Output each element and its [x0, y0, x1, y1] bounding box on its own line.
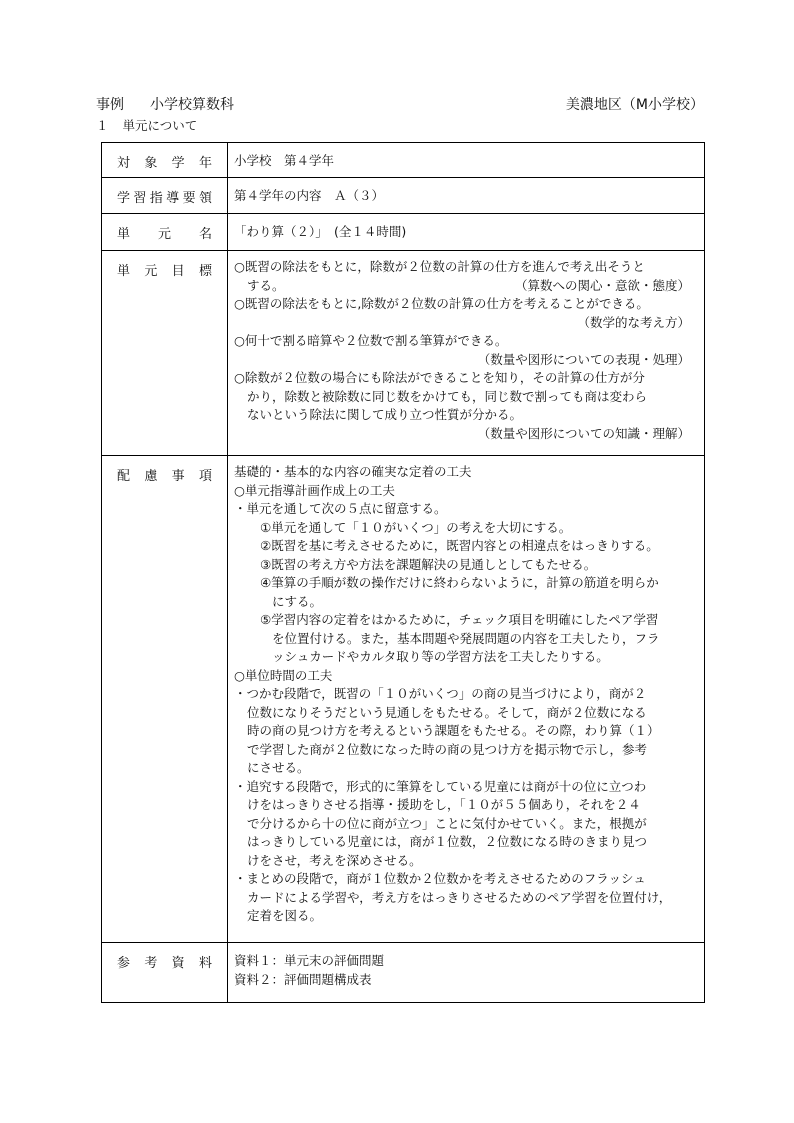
consideration-line: ・つかむ段階で，既習の「１０がいくつ」の商の見当づけにより，商が２ [234, 686, 647, 701]
considerations-cell [228, 456, 705, 943]
consideration-line: 定着を図る。 [247, 908, 323, 923]
consideration-line: 時の商の見つけ方を考えるという課題をもたせる。その際，わり算（１） [247, 723, 660, 738]
goal-line: ○何十で割る暗算や２位数で割る筆算ができる。 [234, 333, 508, 348]
row-value: 小学校 第４学年 [228, 143, 705, 178]
label-char: 項 [198, 469, 212, 484]
consideration-line: で学習した商が２位数になった時の商の見つけ方を掲示物で示し，参考 [247, 741, 648, 757]
consideration-line: にする。 [272, 593, 323, 609]
label-char: 元 [157, 227, 171, 242]
goal-line: ○除数が２位数の場合にも除法ができることを知り，その計算の仕方が分 [234, 370, 645, 385]
row-unit-goals [102, 251, 705, 456]
section-heading [96, 116, 197, 134]
consideration-line: で分けるから十の位に商が立つ」ことに気付かせていく。また，根拠が [247, 815, 647, 831]
row-considerations [102, 456, 705, 943]
subject-title: 小学校算数科 [150, 97, 234, 113]
label-char: 指 [149, 191, 163, 206]
consideration-line: ②既習を基に考えさせるために，既習内容との相違点をはっきりする。 [260, 538, 659, 553]
label-char: 標 [198, 264, 212, 279]
consideration-line: ・追究する段階で，形式的に筆算をしている児童には商が十の位に立つわ [234, 778, 647, 794]
consideration-line: 基礎的・基本的な内容の確実な定着の工夫 [234, 464, 472, 479]
consideration-line: を位置付ける。また，基本問題や発展問題の内容を工夫したり，フラ [272, 630, 660, 646]
row-label [117, 260, 212, 279]
label-char: 元 [144, 264, 158, 279]
row-guideline [102, 178, 705, 214]
section-number: １ [96, 118, 109, 133]
section-title: 単元について [122, 118, 198, 133]
label-char: 料 [198, 956, 212, 971]
unit-table [101, 142, 705, 1003]
goal-aspect: （数学的な考え方） [577, 314, 690, 330]
consideration-line: ○単元指導計画作成上の工夫 [234, 482, 395, 498]
label-char: 単 [117, 264, 131, 279]
consideration-line: カードによる学習や，考え方をはっきりさせるためのペア学習を位置付け， [247, 889, 672, 905]
goal-line: ○既習の除法をもとに，除数が２位数の計算の仕方を進んで考え出そうと [234, 259, 645, 274]
row-label [117, 952, 212, 971]
consideration-line: ○単位時間の工夫 [234, 667, 333, 683]
region-label: 美濃地区（M小学校） [565, 97, 704, 113]
label-char: 対 [117, 156, 131, 171]
row-references [102, 943, 705, 1003]
label-char: 考 [144, 956, 158, 971]
consideration-line: 位数になりそうだという見通しをもたせる。そして，商が２位数になる [247, 704, 647, 720]
label-char: 年 [198, 156, 212, 171]
label-char: 要 [182, 191, 196, 206]
reference-item: 資料１：単元末の評価問題 [234, 953, 385, 968]
consideration-line: ③既習の考え方や方法を課題解決の見通しとしてもたせる。 [260, 556, 597, 572]
label-char: 事 [171, 469, 185, 484]
label-char: 学 [171, 156, 185, 171]
consideration-line: けをはっきりさせる指導・援助をし，「１０が５５個あり，それを２４ [247, 797, 641, 812]
label-char: 単 [117, 227, 131, 242]
label-char: 領 [198, 191, 212, 206]
case-label: 事例 [96, 97, 124, 113]
row-unit-name [102, 214, 705, 251]
row-label [117, 223, 212, 242]
goal-aspect: （数量や図形についての知識・理解） [477, 425, 690, 441]
row-label [117, 187, 212, 206]
row-label [117, 465, 212, 484]
label-char: 目 [171, 264, 185, 279]
document-header [96, 94, 234, 114]
label-char: 資 [171, 956, 185, 971]
goals-cell [228, 251, 705, 456]
row-value: 「わり算（２）」 (全１４時間) [228, 214, 705, 251]
label-char: 名 [198, 227, 212, 242]
consideration-line: ッシュカードやカルタ取り等の学習方法を工夫したりする。 [272, 649, 609, 664]
row-target-grade [102, 143, 705, 178]
references-cell [228, 943, 705, 1003]
row-label [117, 152, 212, 171]
consideration-line: ①単元を通して「１０がいくつ」の考えを大切にする。 [260, 519, 572, 535]
label-char: 学 [117, 191, 131, 206]
goal-line: ○既習の除法をもとに,除数が２位数の計算の仕方を考えることができる。 [234, 296, 649, 311]
consideration-line: ・単元を通して次の５点に留意する。 [234, 501, 447, 516]
consideration-line: はっきりしている児童には，商が１位数，２位数になる時のきまり見つ [247, 834, 648, 849]
label-char: 慮 [144, 469, 158, 484]
consideration-line: ・まとめの段階で，商が１位数か２位数かを考えさせるためのフラッシュ [234, 871, 646, 886]
consideration-line: にさせる。 [247, 760, 310, 775]
consideration-line: ⑤学習内容の定着をはかるために，チェック項目を明確にしたペア学習 [260, 612, 659, 627]
goal-aspect: （数量や図形についての表現・処理） [477, 351, 690, 367]
reference-item: 資料２：評価問題構成表 [234, 971, 372, 987]
goal-line: する。 [247, 277, 285, 293]
goal-line: ないという除法に関して成り立つ性質が分かる。 [247, 407, 523, 422]
label-char: 参 [117, 956, 131, 971]
label-char: 導 [166, 191, 180, 206]
goal-line: かり，除数と被除数に同じ数をかけても，同じ数で割っても商は変わら [247, 388, 648, 404]
consideration-line: ④筆算の手順が数の操作だけに終わらないように，計算の筋道を明らか [260, 575, 659, 590]
label-char: 習 [133, 191, 147, 206]
consideration-line: けをさせ，考えを深めさせる。 [247, 852, 422, 868]
row-value: 第４学年の内容 Ａ（３） [228, 178, 705, 214]
label-char: 象 [144, 156, 158, 171]
goal-aspect: （算数への関心・意欲・態度） [514, 277, 690, 293]
label-char: 配 [117, 469, 131, 484]
